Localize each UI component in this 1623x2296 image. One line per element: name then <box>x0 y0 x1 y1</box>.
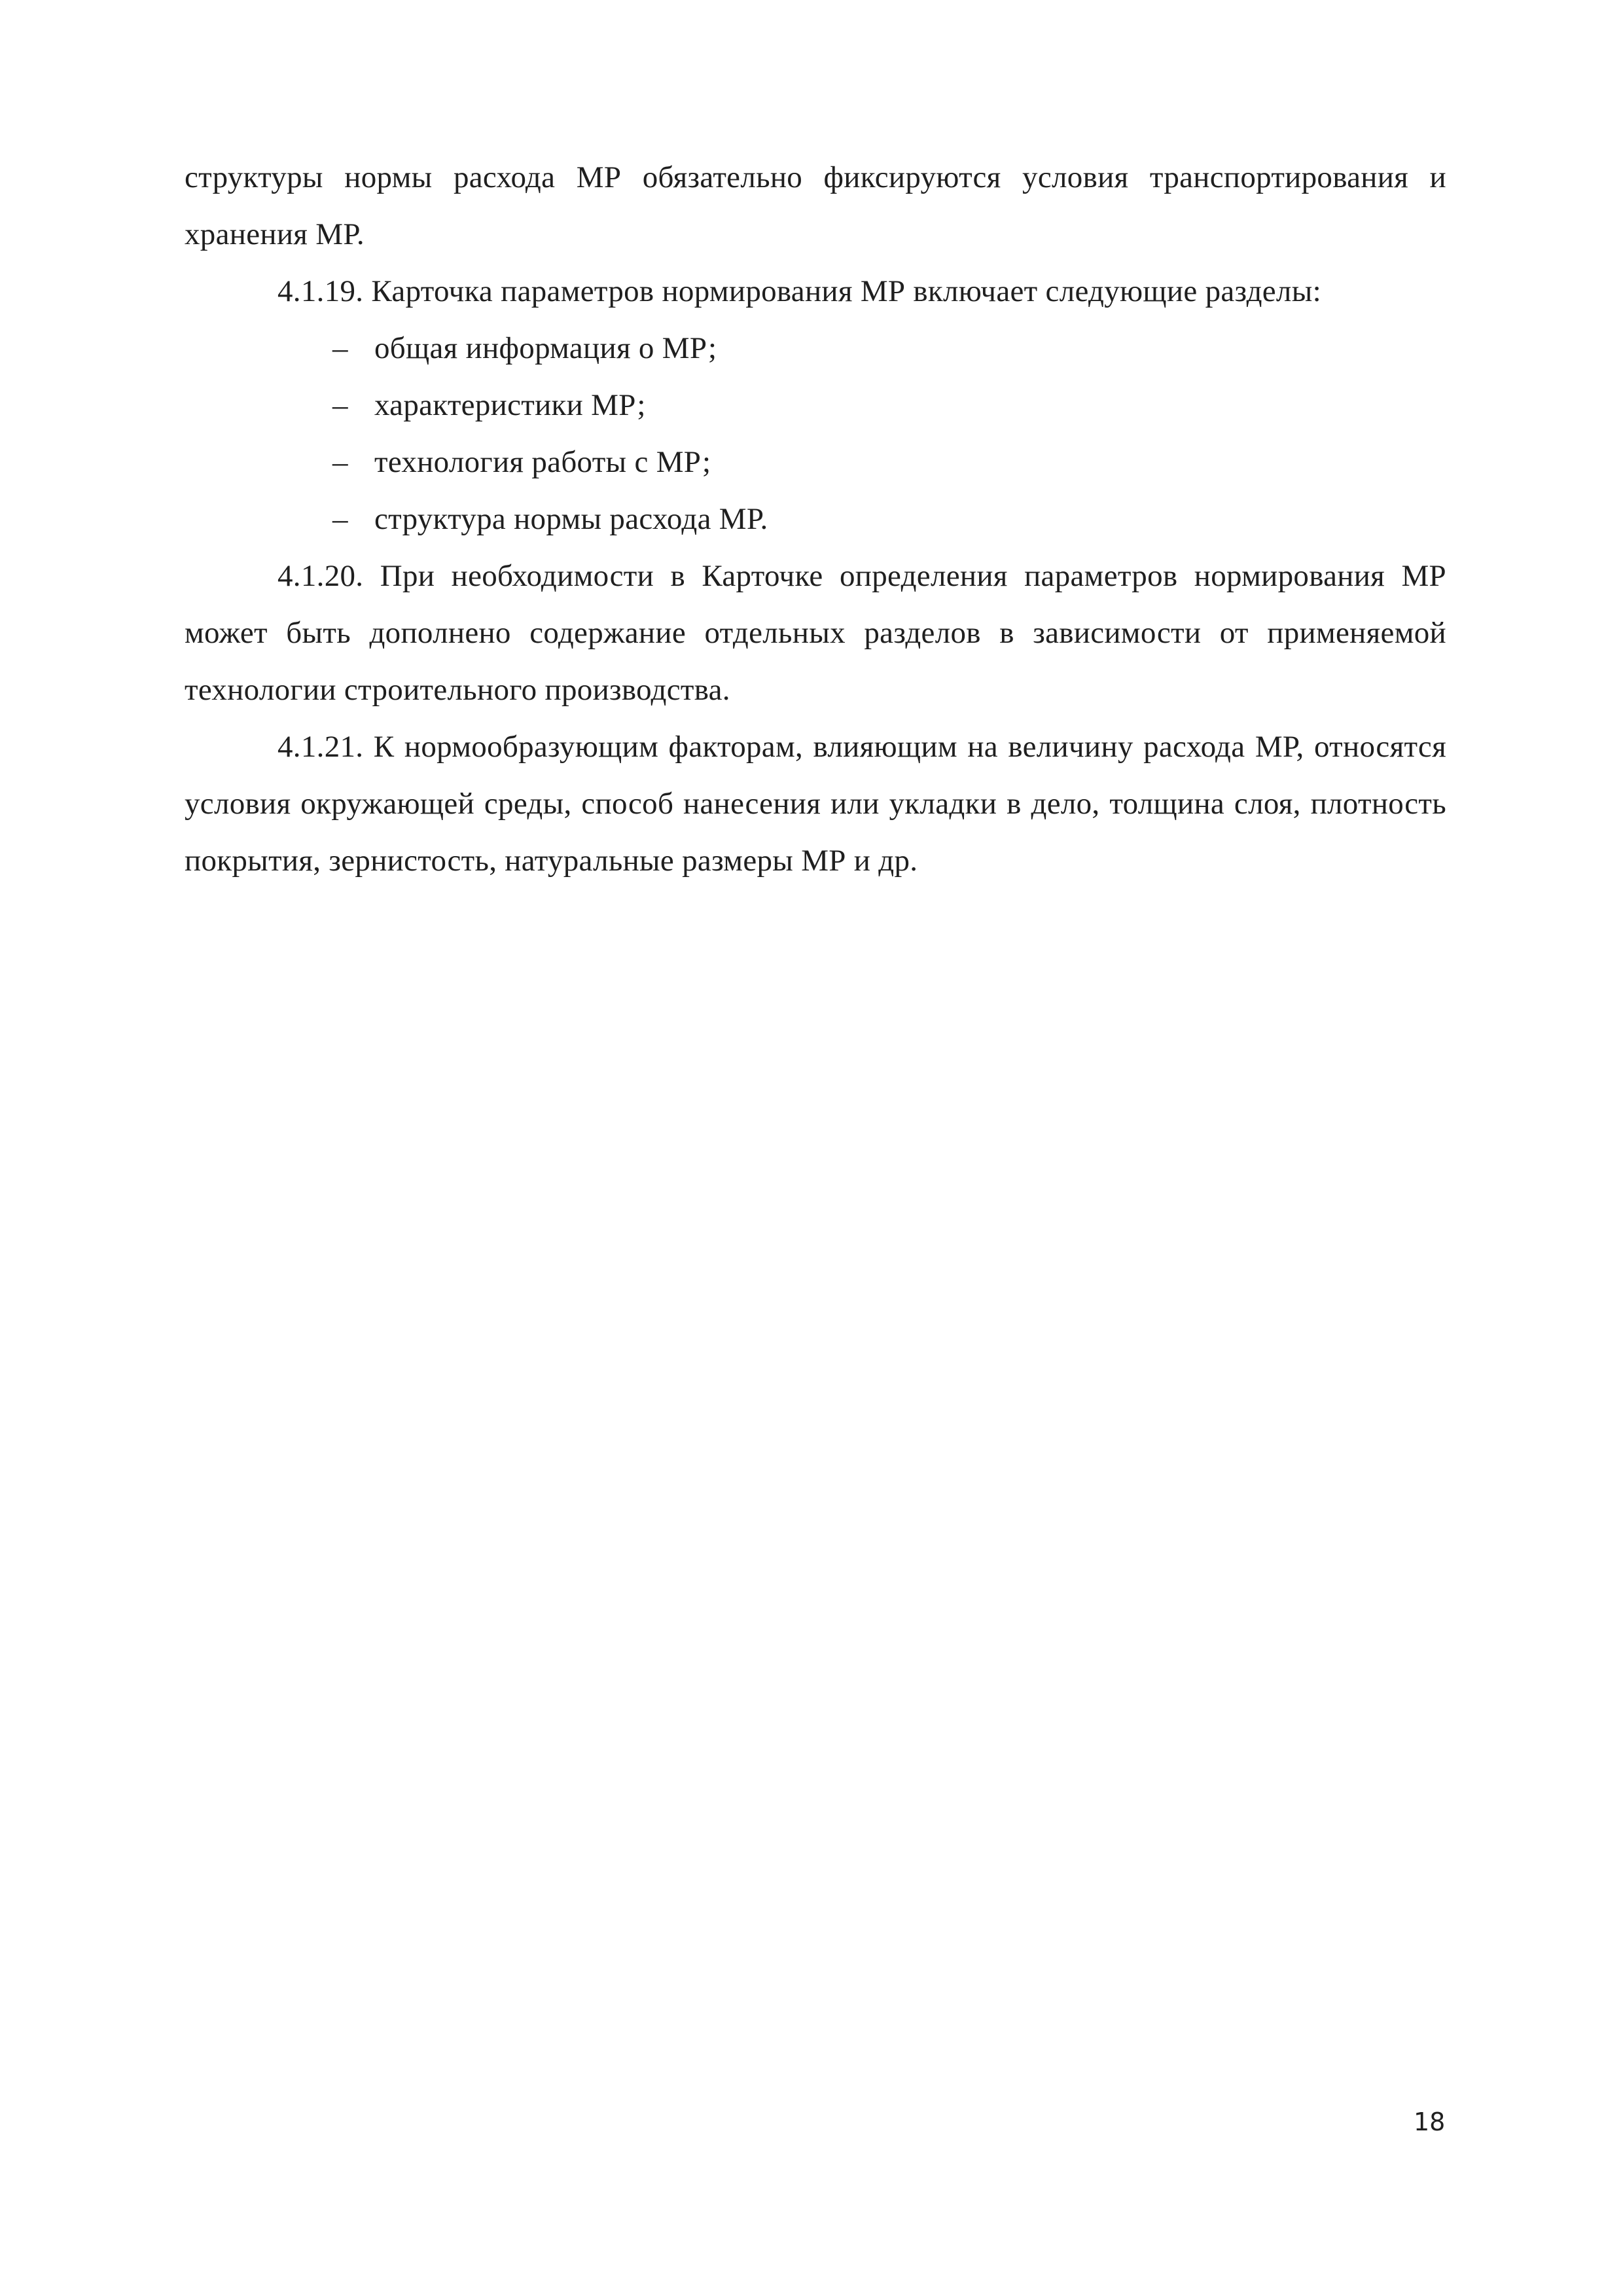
list-item <box>185 377 1446 434</box>
list-item-text: структура нормы расхода МР. <box>374 502 768 536</box>
list-item <box>185 320 1446 377</box>
list-item-text: технология работы с МР; <box>374 445 711 479</box>
list-dash: – <box>332 445 348 479</box>
page-number: 18 <box>1414 2108 1446 2136</box>
paragraph-4-1-20: 4.1.20. При необходимости в Карточке определения параметров нормирования МР может быть дополнено содержание отдельных разделов в зависимости от применяемой технологии строительного производства. <box>185 559 1446 707</box>
document-body <box>185 149 1446 889</box>
list-dash: – <box>332 502 348 536</box>
paragraph-continuation: структуры нормы расхода МР обязательно фиксируются условия транспортирования и хранения МР. <box>185 160 1446 251</box>
sections-list <box>185 320 1446 548</box>
list-dash: – <box>332 331 348 365</box>
list-dash: – <box>332 388 348 422</box>
list-item-text: общая информация о МР; <box>374 331 717 365</box>
paragraph-4-1-19: 4.1.19. Карточка параметров нормирования МР включает следующие разделы: <box>277 274 1321 308</box>
paragraph-4-1-21: 4.1.21. К нормообразующим факторам, влияющим на величину расхода МР, относятся условия окружающей среды, способ нанесения или укладки в дело, толщина слоя, плотность покрытия, зернистость, натуральные размеры МР и др. <box>185 730 1446 878</box>
list-item-text: характеристики МР; <box>374 388 646 422</box>
list-item <box>185 491 1446 548</box>
list-item <box>185 434 1446 491</box>
